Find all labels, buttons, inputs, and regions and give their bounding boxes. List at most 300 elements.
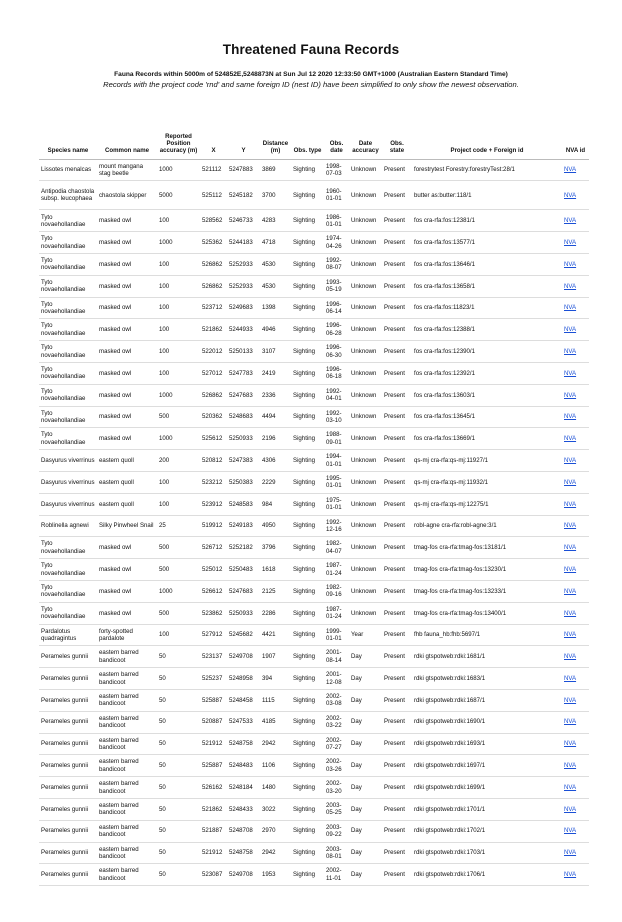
accuracy-cell: 1000 bbox=[157, 232, 200, 254]
nva-link[interactable]: NVA bbox=[564, 217, 577, 225]
accuracy-cell: 500 bbox=[157, 602, 200, 624]
obs-type-cell: Sighting bbox=[291, 341, 324, 363]
x-cell: 521912 bbox=[200, 842, 227, 864]
x-cell: 527912 bbox=[200, 624, 227, 646]
nva-cell bbox=[562, 646, 589, 668]
project-cell: fos cra-rfa:fos:12390/1 bbox=[412, 341, 562, 363]
nva-link[interactable]: NVA bbox=[564, 304, 577, 312]
obs-type-cell: Sighting bbox=[291, 254, 324, 276]
date-accuracy-cell: Day bbox=[349, 864, 382, 886]
nva-link[interactable]: NVA bbox=[564, 783, 577, 791]
y-cell: 5250383 bbox=[227, 471, 260, 493]
distance-cell: 2970 bbox=[260, 820, 291, 842]
nva-cell bbox=[562, 733, 589, 755]
date-accuracy-cell: Day bbox=[349, 820, 382, 842]
common-name-cell: eastern barred bandicoot bbox=[97, 798, 157, 820]
nva-cell bbox=[562, 842, 589, 864]
common-name-cell: masked owl bbox=[97, 210, 157, 232]
date-accuracy-cell: Day bbox=[349, 668, 382, 690]
y-cell: 5248458 bbox=[227, 689, 260, 711]
obs-type-cell: Sighting bbox=[291, 711, 324, 733]
nva-link[interactable]: NVA bbox=[564, 391, 577, 399]
nva-link[interactable]: NVA bbox=[564, 191, 577, 199]
nva-link[interactable]: NVA bbox=[564, 260, 577, 268]
distance-cell: 984 bbox=[260, 493, 291, 515]
nva-link[interactable]: NVA bbox=[564, 500, 577, 508]
y-cell: 5244183 bbox=[227, 232, 260, 254]
date-accuracy-cell: Day bbox=[349, 842, 382, 864]
nva-link[interactable]: NVA bbox=[564, 435, 577, 443]
table-row bbox=[39, 275, 589, 297]
distance-cell: 2229 bbox=[260, 471, 291, 493]
nva-cell bbox=[562, 362, 589, 384]
accuracy-cell: 100 bbox=[157, 210, 200, 232]
project-cell: fos cra-rfa:fos:13577/1 bbox=[412, 232, 562, 254]
table-row bbox=[39, 406, 589, 428]
table-row bbox=[39, 362, 589, 384]
nva-link[interactable]: NVA bbox=[564, 565, 577, 573]
table-row bbox=[39, 537, 589, 559]
y-cell: 5249708 bbox=[227, 864, 260, 886]
project-cell: fos cra-rfa:fos:13603/1 bbox=[412, 384, 562, 406]
y-cell: 5252933 bbox=[227, 254, 260, 276]
common-name-cell: masked owl bbox=[97, 428, 157, 450]
nva-link[interactable]: NVA bbox=[564, 653, 577, 661]
common-name-cell: masked owl bbox=[97, 384, 157, 406]
common-name-cell: eastern barred bandicoot bbox=[97, 755, 157, 777]
table-row bbox=[39, 428, 589, 450]
accuracy-cell: 100 bbox=[157, 297, 200, 319]
header-y: Y bbox=[227, 133, 260, 159]
obs-state-cell: Present bbox=[382, 493, 412, 515]
obs-type-cell: Sighting bbox=[291, 450, 324, 472]
nva-link[interactable]: NVA bbox=[564, 871, 577, 879]
nva-link[interactable]: NVA bbox=[564, 347, 577, 355]
nva-link[interactable]: NVA bbox=[564, 326, 577, 334]
y-cell: 5249708 bbox=[227, 646, 260, 668]
nva-link[interactable]: NVA bbox=[564, 674, 577, 682]
x-cell: 526612 bbox=[200, 580, 227, 602]
accuracy-cell: 1000 bbox=[157, 580, 200, 602]
fauna-records-table bbox=[39, 133, 589, 886]
accuracy-cell: 50 bbox=[157, 689, 200, 711]
accuracy-cell: 100 bbox=[157, 624, 200, 646]
project-cell: rdki gtspotweb:rdki:1703/1 bbox=[412, 842, 562, 864]
y-cell: 5247783 bbox=[227, 362, 260, 384]
project-cell: tmag-fos cra-rfa:tmag-fos:13230/1 bbox=[412, 559, 562, 581]
x-cell: 526862 bbox=[200, 254, 227, 276]
nva-link[interactable]: NVA bbox=[564, 762, 577, 770]
species-cell: Perameles gunnii bbox=[39, 864, 97, 886]
table-header-row bbox=[39, 133, 589, 159]
y-cell: 5252933 bbox=[227, 275, 260, 297]
obs-state-cell: Present bbox=[382, 842, 412, 864]
common-name-cell: Silky Pinwheel Snail bbox=[97, 515, 157, 537]
simplification-note: Records with the project code 'rnd' and same foreign ID (nest ID) have been simplified to only show the newest observation. bbox=[103, 80, 519, 89]
species-cell: Perameles gunnii bbox=[39, 689, 97, 711]
date-accuracy-cell: Unknown bbox=[349, 406, 382, 428]
common-name-cell: chaostola skipper bbox=[97, 181, 157, 210]
obs-state-cell: Present bbox=[382, 777, 412, 799]
distance-cell: 3796 bbox=[260, 537, 291, 559]
distance-cell: 1398 bbox=[260, 297, 291, 319]
nva-cell bbox=[562, 232, 589, 254]
date-accuracy-cell: Unknown bbox=[349, 450, 382, 472]
date-accuracy-cell: Day bbox=[349, 646, 382, 668]
species-cell: Tyto novaehollandiae bbox=[39, 384, 97, 406]
date-accuracy-cell: Unknown bbox=[349, 275, 382, 297]
species-cell: Perameles gunnii bbox=[39, 842, 97, 864]
distance-cell: 1618 bbox=[260, 559, 291, 581]
table-row bbox=[39, 864, 589, 886]
accuracy-cell: 50 bbox=[157, 842, 200, 864]
nva-link[interactable]: NVA bbox=[564, 827, 577, 835]
nva-link[interactable]: NVA bbox=[564, 238, 577, 246]
distance-cell: 3022 bbox=[260, 798, 291, 820]
x-cell: 525887 bbox=[200, 689, 227, 711]
table-row bbox=[39, 210, 589, 232]
species-cell: Tyto novaehollandiae bbox=[39, 580, 97, 602]
species-cell: Tyto novaehollandiae bbox=[39, 428, 97, 450]
obs-date-cell: 1988-09-01 bbox=[324, 428, 349, 450]
nva-link[interactable]: NVA bbox=[564, 805, 577, 813]
nva-link[interactable]: NVA bbox=[564, 369, 577, 377]
species-cell: Tyto novaehollandiae bbox=[39, 602, 97, 624]
x-cell: 525112 bbox=[200, 181, 227, 210]
nva-link[interactable]: NVA bbox=[564, 282, 577, 290]
nva-cell bbox=[562, 820, 589, 842]
x-cell: 519912 bbox=[200, 515, 227, 537]
obs-date-cell: 1992-08-07 bbox=[324, 254, 349, 276]
distance-cell: 4718 bbox=[260, 232, 291, 254]
obs-state-cell: Present bbox=[382, 384, 412, 406]
table-row bbox=[39, 624, 589, 646]
species-cell: Perameles gunnii bbox=[39, 798, 97, 820]
nva-link[interactable]: NVA bbox=[564, 718, 577, 726]
species-cell: Tyto novaehollandiae bbox=[39, 210, 97, 232]
project-cell: robl-agne cra-rfa:robl-agne:3/1 bbox=[412, 515, 562, 537]
accuracy-cell: 50 bbox=[157, 798, 200, 820]
species-cell: Tyto novaehollandiae bbox=[39, 362, 97, 384]
nva-cell bbox=[562, 341, 589, 363]
species-cell: Tyto novaehollandiae bbox=[39, 341, 97, 363]
obs-state-cell: Present bbox=[382, 515, 412, 537]
nva-cell bbox=[562, 777, 589, 799]
common-name-cell: eastern barred bandicoot bbox=[97, 689, 157, 711]
obs-state-cell: Present bbox=[382, 864, 412, 886]
project-cell: fos cra-rfa:fos:13669/1 bbox=[412, 428, 562, 450]
date-accuracy-cell: Unknown bbox=[349, 515, 382, 537]
obs-date-cell: 2002-03-20 bbox=[324, 777, 349, 799]
project-cell: rdki gtspotweb:rdki:1683/1 bbox=[412, 668, 562, 690]
nva-cell bbox=[562, 493, 589, 515]
accuracy-cell: 50 bbox=[157, 864, 200, 886]
species-cell: Dasyurus viverrinus bbox=[39, 471, 97, 493]
accuracy-cell: 50 bbox=[157, 777, 200, 799]
y-cell: 5248708 bbox=[227, 820, 260, 842]
header-x: X bbox=[200, 133, 227, 159]
y-cell: 5245682 bbox=[227, 624, 260, 646]
obs-state-cell: Present bbox=[382, 733, 412, 755]
project-cell: qs-mj cra-rfa:qs-mj:12275/1 bbox=[412, 493, 562, 515]
y-cell: 5252182 bbox=[227, 537, 260, 559]
distance-cell: 1115 bbox=[260, 689, 291, 711]
common-name-cell: eastern barred bandicoot bbox=[97, 646, 157, 668]
y-cell: 5248958 bbox=[227, 668, 260, 690]
accuracy-cell: 500 bbox=[157, 406, 200, 428]
project-cell: fos cra-rfa:fos:13645/1 bbox=[412, 406, 562, 428]
header-obs-type: Obs. type bbox=[291, 133, 324, 159]
accuracy-cell: 100 bbox=[157, 493, 200, 515]
project-cell: rdki gtspotweb:rdki:1697/1 bbox=[412, 755, 562, 777]
date-accuracy-cell: Unknown bbox=[349, 471, 382, 493]
distance-cell: 4283 bbox=[260, 210, 291, 232]
date-accuracy-cell: Unknown bbox=[349, 319, 382, 341]
nva-link[interactable]: NVA bbox=[564, 849, 577, 857]
species-cell: Tyto novaehollandiae bbox=[39, 232, 97, 254]
obs-date-cell: 1996-06-14 bbox=[324, 297, 349, 319]
obs-type-cell: Sighting bbox=[291, 668, 324, 690]
distance-cell: 1480 bbox=[260, 777, 291, 799]
table-row bbox=[39, 384, 589, 406]
common-name-cell: eastern quoll bbox=[97, 471, 157, 493]
obs-state-cell: Present bbox=[382, 450, 412, 472]
obs-type-cell: Sighting bbox=[291, 159, 324, 181]
project-cell: rdki gtspotweb:rdki:1681/1 bbox=[412, 646, 562, 668]
obs-date-cell: 1982-09-16 bbox=[324, 580, 349, 602]
species-cell: Tyto novaehollandiae bbox=[39, 297, 97, 319]
project-cell: tmag-fos cra-rfa:tmag-fos:13400/1 bbox=[412, 602, 562, 624]
table-row bbox=[39, 580, 589, 602]
table-row bbox=[39, 820, 589, 842]
y-cell: 5248483 bbox=[227, 755, 260, 777]
species-cell: Tyto novaehollandiae bbox=[39, 406, 97, 428]
obs-type-cell: Sighting bbox=[291, 515, 324, 537]
obs-type-cell: Sighting bbox=[291, 602, 324, 624]
project-cell: fhb fauna_hb:fhb:5697/1 bbox=[412, 624, 562, 646]
common-name-cell: eastern barred bandicoot bbox=[97, 842, 157, 864]
distance-cell: 3700 bbox=[260, 181, 291, 210]
nva-cell bbox=[562, 711, 589, 733]
common-name-cell: eastern quoll bbox=[97, 493, 157, 515]
y-cell: 5248758 bbox=[227, 842, 260, 864]
header-project: Project code + Foreign id bbox=[412, 133, 562, 159]
x-cell: 523137 bbox=[200, 646, 227, 668]
y-cell: 5248758 bbox=[227, 733, 260, 755]
obs-state-cell: Present bbox=[382, 159, 412, 181]
project-cell: qs-mj cra-rfa:qs-mj:11927/1 bbox=[412, 450, 562, 472]
accuracy-cell: 200 bbox=[157, 450, 200, 472]
nva-link[interactable]: NVA bbox=[564, 544, 577, 552]
project-cell: butter as:butter:118/1 bbox=[412, 181, 562, 210]
obs-date-cell: 1975-01-01 bbox=[324, 493, 349, 515]
project-cell: tmag-fos cra-rfa:tmag-fos:13181/1 bbox=[412, 537, 562, 559]
table-body bbox=[39, 159, 589, 886]
obs-state-cell: Present bbox=[382, 559, 412, 581]
table-row bbox=[39, 450, 589, 472]
common-name-cell: eastern barred bandicoot bbox=[97, 777, 157, 799]
accuracy-cell: 50 bbox=[157, 711, 200, 733]
obs-state-cell: Present bbox=[382, 362, 412, 384]
common-name-cell: masked owl bbox=[97, 341, 157, 363]
obs-date-cell: 1992-12-16 bbox=[324, 515, 349, 537]
nva-link[interactable]: NVA bbox=[564, 587, 577, 595]
x-cell: 521887 bbox=[200, 820, 227, 842]
nva-link[interactable]: NVA bbox=[564, 609, 577, 617]
distance-cell: 2942 bbox=[260, 842, 291, 864]
obs-type-cell: Sighting bbox=[291, 798, 324, 820]
obs-state-cell: Present bbox=[382, 210, 412, 232]
obs-state-cell: Present bbox=[382, 755, 412, 777]
project-cell: rdki gtspotweb:rdki:1699/1 bbox=[412, 777, 562, 799]
nva-cell bbox=[562, 602, 589, 624]
obs-state-cell: Present bbox=[382, 711, 412, 733]
project-cell: rdki gtspotweb:rdki:1702/1 bbox=[412, 820, 562, 842]
obs-date-cell: 1995-01-01 bbox=[324, 471, 349, 493]
obs-type-cell: Sighting bbox=[291, 624, 324, 646]
y-cell: 5250133 bbox=[227, 341, 260, 363]
obs-date-cell: 1960-01-01 bbox=[324, 181, 349, 210]
nva-link[interactable]: NVA bbox=[564, 696, 577, 704]
species-cell: Tyto novaehollandiae bbox=[39, 559, 97, 581]
nva-cell bbox=[562, 471, 589, 493]
common-name-cell: eastern barred bandicoot bbox=[97, 711, 157, 733]
table-row bbox=[39, 515, 589, 537]
nva-cell bbox=[562, 537, 589, 559]
accuracy-cell: 100 bbox=[157, 319, 200, 341]
date-accuracy-cell: Unknown bbox=[349, 559, 382, 581]
obs-date-cell: 2002-11-01 bbox=[324, 864, 349, 886]
distance-cell: 2419 bbox=[260, 362, 291, 384]
date-accuracy-cell: Day bbox=[349, 798, 382, 820]
distance-cell: 4950 bbox=[260, 515, 291, 537]
date-accuracy-cell: Unknown bbox=[349, 537, 382, 559]
date-accuracy-cell: Unknown bbox=[349, 580, 382, 602]
obs-date-cell: 1996-06-30 bbox=[324, 341, 349, 363]
project-cell: qs-mj cra-rfa:qs-mj:11932/1 bbox=[412, 471, 562, 493]
nva-link[interactable]: NVA bbox=[564, 631, 577, 639]
x-cell: 520887 bbox=[200, 711, 227, 733]
nva-cell bbox=[562, 210, 589, 232]
obs-type-cell: Sighting bbox=[291, 406, 324, 428]
x-cell: 521912 bbox=[200, 733, 227, 755]
nva-cell bbox=[562, 755, 589, 777]
obs-type-cell: Sighting bbox=[291, 580, 324, 602]
species-cell: Perameles gunnii bbox=[39, 755, 97, 777]
table-row bbox=[39, 341, 589, 363]
x-cell: 525362 bbox=[200, 232, 227, 254]
common-name-cell: masked owl bbox=[97, 254, 157, 276]
nva-cell bbox=[562, 319, 589, 341]
table-row bbox=[39, 798, 589, 820]
x-cell: 526712 bbox=[200, 537, 227, 559]
nva-link[interactable]: NVA bbox=[564, 413, 577, 421]
table-row bbox=[39, 254, 589, 276]
distance-cell: 2336 bbox=[260, 384, 291, 406]
table-row bbox=[39, 559, 589, 581]
obs-state-cell: Present bbox=[382, 798, 412, 820]
obs-type-cell: Sighting bbox=[291, 275, 324, 297]
header-obs-state: Obs. state bbox=[382, 133, 412, 159]
obs-state-cell: Present bbox=[382, 297, 412, 319]
nva-link[interactable]: NVA bbox=[564, 522, 577, 530]
date-accuracy-cell: Unknown bbox=[349, 232, 382, 254]
date-accuracy-cell: Unknown bbox=[349, 602, 382, 624]
accuracy-cell: 50 bbox=[157, 820, 200, 842]
date-accuracy-cell: Unknown bbox=[349, 297, 382, 319]
obs-state-cell: Present bbox=[382, 428, 412, 450]
accuracy-cell: 100 bbox=[157, 341, 200, 363]
nva-link[interactable]: NVA bbox=[564, 456, 577, 464]
common-name-cell: masked owl bbox=[97, 406, 157, 428]
species-cell: Pardalotus quadragintus bbox=[39, 624, 97, 646]
obs-type-cell: Sighting bbox=[291, 384, 324, 406]
obs-type-cell: Sighting bbox=[291, 210, 324, 232]
distance-cell: 394 bbox=[260, 668, 291, 690]
nva-cell bbox=[562, 297, 589, 319]
obs-type-cell: Sighting bbox=[291, 646, 324, 668]
nva-link[interactable]: NVA bbox=[564, 166, 577, 174]
accuracy-cell: 25 bbox=[157, 515, 200, 537]
obs-date-cell: 1994-01-01 bbox=[324, 450, 349, 472]
project-cell: rdki gtspotweb:rdki:1687/1 bbox=[412, 689, 562, 711]
x-cell: 525237 bbox=[200, 668, 227, 690]
distance-cell: 4421 bbox=[260, 624, 291, 646]
x-cell: 526862 bbox=[200, 384, 227, 406]
header-accuracy: Reported Position accuracy (m) bbox=[157, 133, 200, 159]
obs-date-cell: 2003-09-22 bbox=[324, 820, 349, 842]
obs-date-cell: 2002-03-22 bbox=[324, 711, 349, 733]
y-cell: 5247683 bbox=[227, 384, 260, 406]
y-cell: 5249183 bbox=[227, 515, 260, 537]
species-cell: Perameles gunnii bbox=[39, 820, 97, 842]
distance-cell: 4530 bbox=[260, 275, 291, 297]
common-name-cell: masked owl bbox=[97, 537, 157, 559]
accuracy-cell: 100 bbox=[157, 275, 200, 297]
nva-cell bbox=[562, 668, 589, 690]
x-cell: 521862 bbox=[200, 798, 227, 820]
nva-cell bbox=[562, 580, 589, 602]
accuracy-cell: 500 bbox=[157, 559, 200, 581]
y-cell: 5246733 bbox=[227, 210, 260, 232]
species-cell: Perameles gunnii bbox=[39, 733, 97, 755]
obs-type-cell: Sighting bbox=[291, 537, 324, 559]
obs-type-cell: Sighting bbox=[291, 733, 324, 755]
obs-date-cell: 2001-08-14 bbox=[324, 646, 349, 668]
common-name-cell: masked owl bbox=[97, 319, 157, 341]
x-cell: 525012 bbox=[200, 559, 227, 581]
project-cell: rdki gtspotweb:rdki:1706/1 bbox=[412, 864, 562, 886]
nva-cell bbox=[562, 450, 589, 472]
obs-state-cell: Present bbox=[382, 319, 412, 341]
x-cell: 526162 bbox=[200, 777, 227, 799]
accuracy-cell: 1000 bbox=[157, 384, 200, 406]
obs-state-cell: Present bbox=[382, 689, 412, 711]
nva-cell bbox=[562, 254, 589, 276]
accuracy-cell: 50 bbox=[157, 755, 200, 777]
x-cell: 521862 bbox=[200, 319, 227, 341]
table-row bbox=[39, 297, 589, 319]
table-row bbox=[39, 842, 589, 864]
nva-link[interactable]: NVA bbox=[564, 478, 577, 486]
nva-link[interactable]: NVA bbox=[564, 740, 577, 748]
obs-date-cell: 2002-03-26 bbox=[324, 755, 349, 777]
obs-date-cell: 2002-07-27 bbox=[324, 733, 349, 755]
obs-state-cell: Present bbox=[382, 537, 412, 559]
distance-cell: 2942 bbox=[260, 733, 291, 755]
species-cell: Perameles gunnii bbox=[39, 711, 97, 733]
common-name-cell: masked owl bbox=[97, 275, 157, 297]
